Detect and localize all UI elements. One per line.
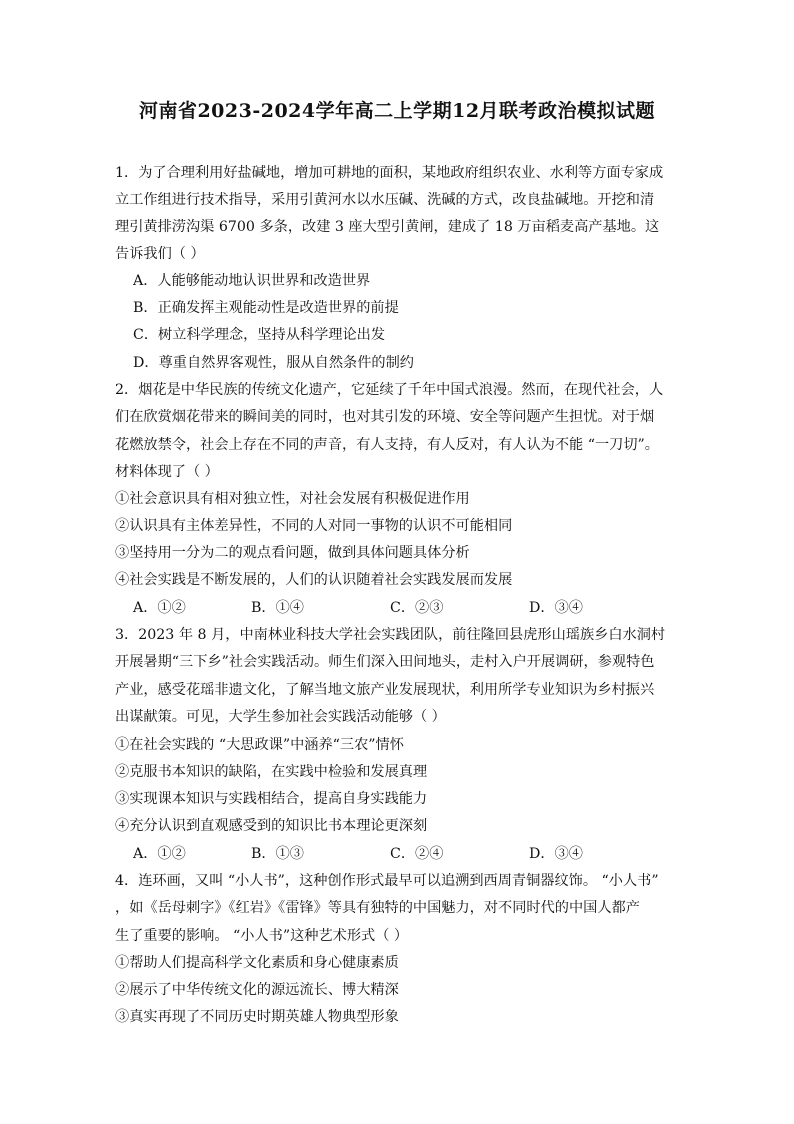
q3-choice-c: C．②④ (390, 846, 444, 862)
q4-stem-line-3: 生了重要的影响。 “小人书”这种艺术形式（ ） (115, 928, 409, 944)
q2-stem-line-3: 花燃放禁令，社会上存在不同的声音，有人支持，有人反对，有人认为不能 “一刀切”。 (115, 437, 659, 453)
q2-item-4: ④社会实践是不断发展的，人们的认识随着社会实践发展而发展 (115, 572, 513, 588)
q4-item-3: ③真实再现了不同历史时期英雄人物典型形象 (115, 1009, 399, 1025)
q3-stem-line-4: 出谋献策。可见，大学生参加社会实践活动能够（ ） (115, 709, 446, 725)
q2-item-1: ①社会意识具有相对独立性，对社会发展有积极促进作用 (115, 491, 470, 507)
q3-choice-b: B．①③ (251, 846, 304, 862)
q1-stem-line-4: 告诉我们（ ） (115, 246, 205, 262)
q2-choice-a: A．①② (133, 600, 186, 616)
q2-item-2: ②认识具有主体差异性，不同的人对同一事物的认识不可能相同 (115, 518, 513, 534)
q2-stem-line-1: 2．烟花是中华民族的传统文化遗产，它延续了千年中国式浪漫。然而，在现代社会，人 (115, 382, 664, 398)
q2-stem-line-4: 材料体现了（ ） (115, 464, 219, 480)
q2-choice-d: D．③④ (529, 600, 583, 616)
q2-stem-line-2: 们在欣赏烟花带来的瞬间美的同时，也对其引发的环境、安全等问题产生担忧。对于烟 (115, 409, 655, 425)
q4-item-1: ①帮助人们提高科学文化素质和身心健康素质 (115, 955, 399, 971)
q1-option-d: D．尊重自然界客观性，服从自然条件的制约 (133, 355, 414, 371)
q3-item-2: ②克服书本知识的缺陷，在实践中检验和发展真理 (115, 764, 428, 780)
q1-option-c: C．树立科学理念，坚持从科学理论出发 (133, 327, 386, 343)
q4-stem-line-1: 4．连环画，又叫 “小人书”，这种创作形式最早可以追溯到西周青铜器纹饰。 “小人书” (115, 873, 659, 889)
q3-stem-line-3: 产业，感受花瑶非遗文化，了解当地文旅产业发展现状，利用所学专业知识为乡村振兴 (115, 682, 655, 698)
q1-option-b: B．正确发挥主观能动性是改造世界的前提 (133, 300, 399, 316)
q4-stem-line-2: ，如《岳母刺字》《红岩》《雷锋》等具有独特的中国魅力，对不同时代的中国人都产 (115, 900, 640, 916)
q3-item-4: ④充分认识到直观感受到的知识比书本理论更深刻 (115, 818, 428, 834)
q3-item-3: ③实现课本知识与实践相结合，提高自身实践能力 (115, 791, 428, 807)
q1-stem-line-3: 理引黄排涝沟渠 6700 多条，改建 3 座大型引黄闸，建成了 18 万亩稻麦高产基地。这 (115, 219, 660, 235)
q3-stem-line-1: 3．2023 年 8 月，中南林业科技大学社会实践团队，前往隆回县虎形山瑶族乡白水洞村 (115, 627, 666, 643)
q3-choice-d: D．③④ (529, 846, 583, 862)
q2-item-3: ③坚持用一分为二的观点看问题，做到具体问题具体分析 (115, 545, 470, 561)
q1-stem-line-2: 立工作组进行技术指导，采用引黄河水以水压碱、洗碱的方式，改良盐碱地。开挖和清 (115, 192, 655, 208)
q2-choice-b: B．①④ (251, 600, 304, 616)
q2-choice-c: C．②③ (390, 600, 444, 616)
page-title: 河南省2023-2024学年高二上学期12月联考政治模拟试题 (138, 100, 656, 122)
q3-stem-line-2: 开展暑期“三下乡”社会实践活动。师生们深入田间地头，走村入户开展调研，参观特色 (115, 654, 655, 670)
q3-choice-a: A．①② (133, 846, 186, 862)
q1-option-a: A．人能够能动地认识世界和改造世界 (133, 273, 371, 289)
q1-stem-line-1: 1．为了合理利用好盐碱地，增加可耕地的面积，某地政府组织农业、水利等方面专家成 (115, 165, 664, 181)
q4-item-2: ②展示了中华传统文化的源远流长、博大精深 (115, 982, 399, 998)
q3-item-1: ①在社会实践的 “大思政课”中涵养“三农”情怀 (115, 737, 404, 753)
